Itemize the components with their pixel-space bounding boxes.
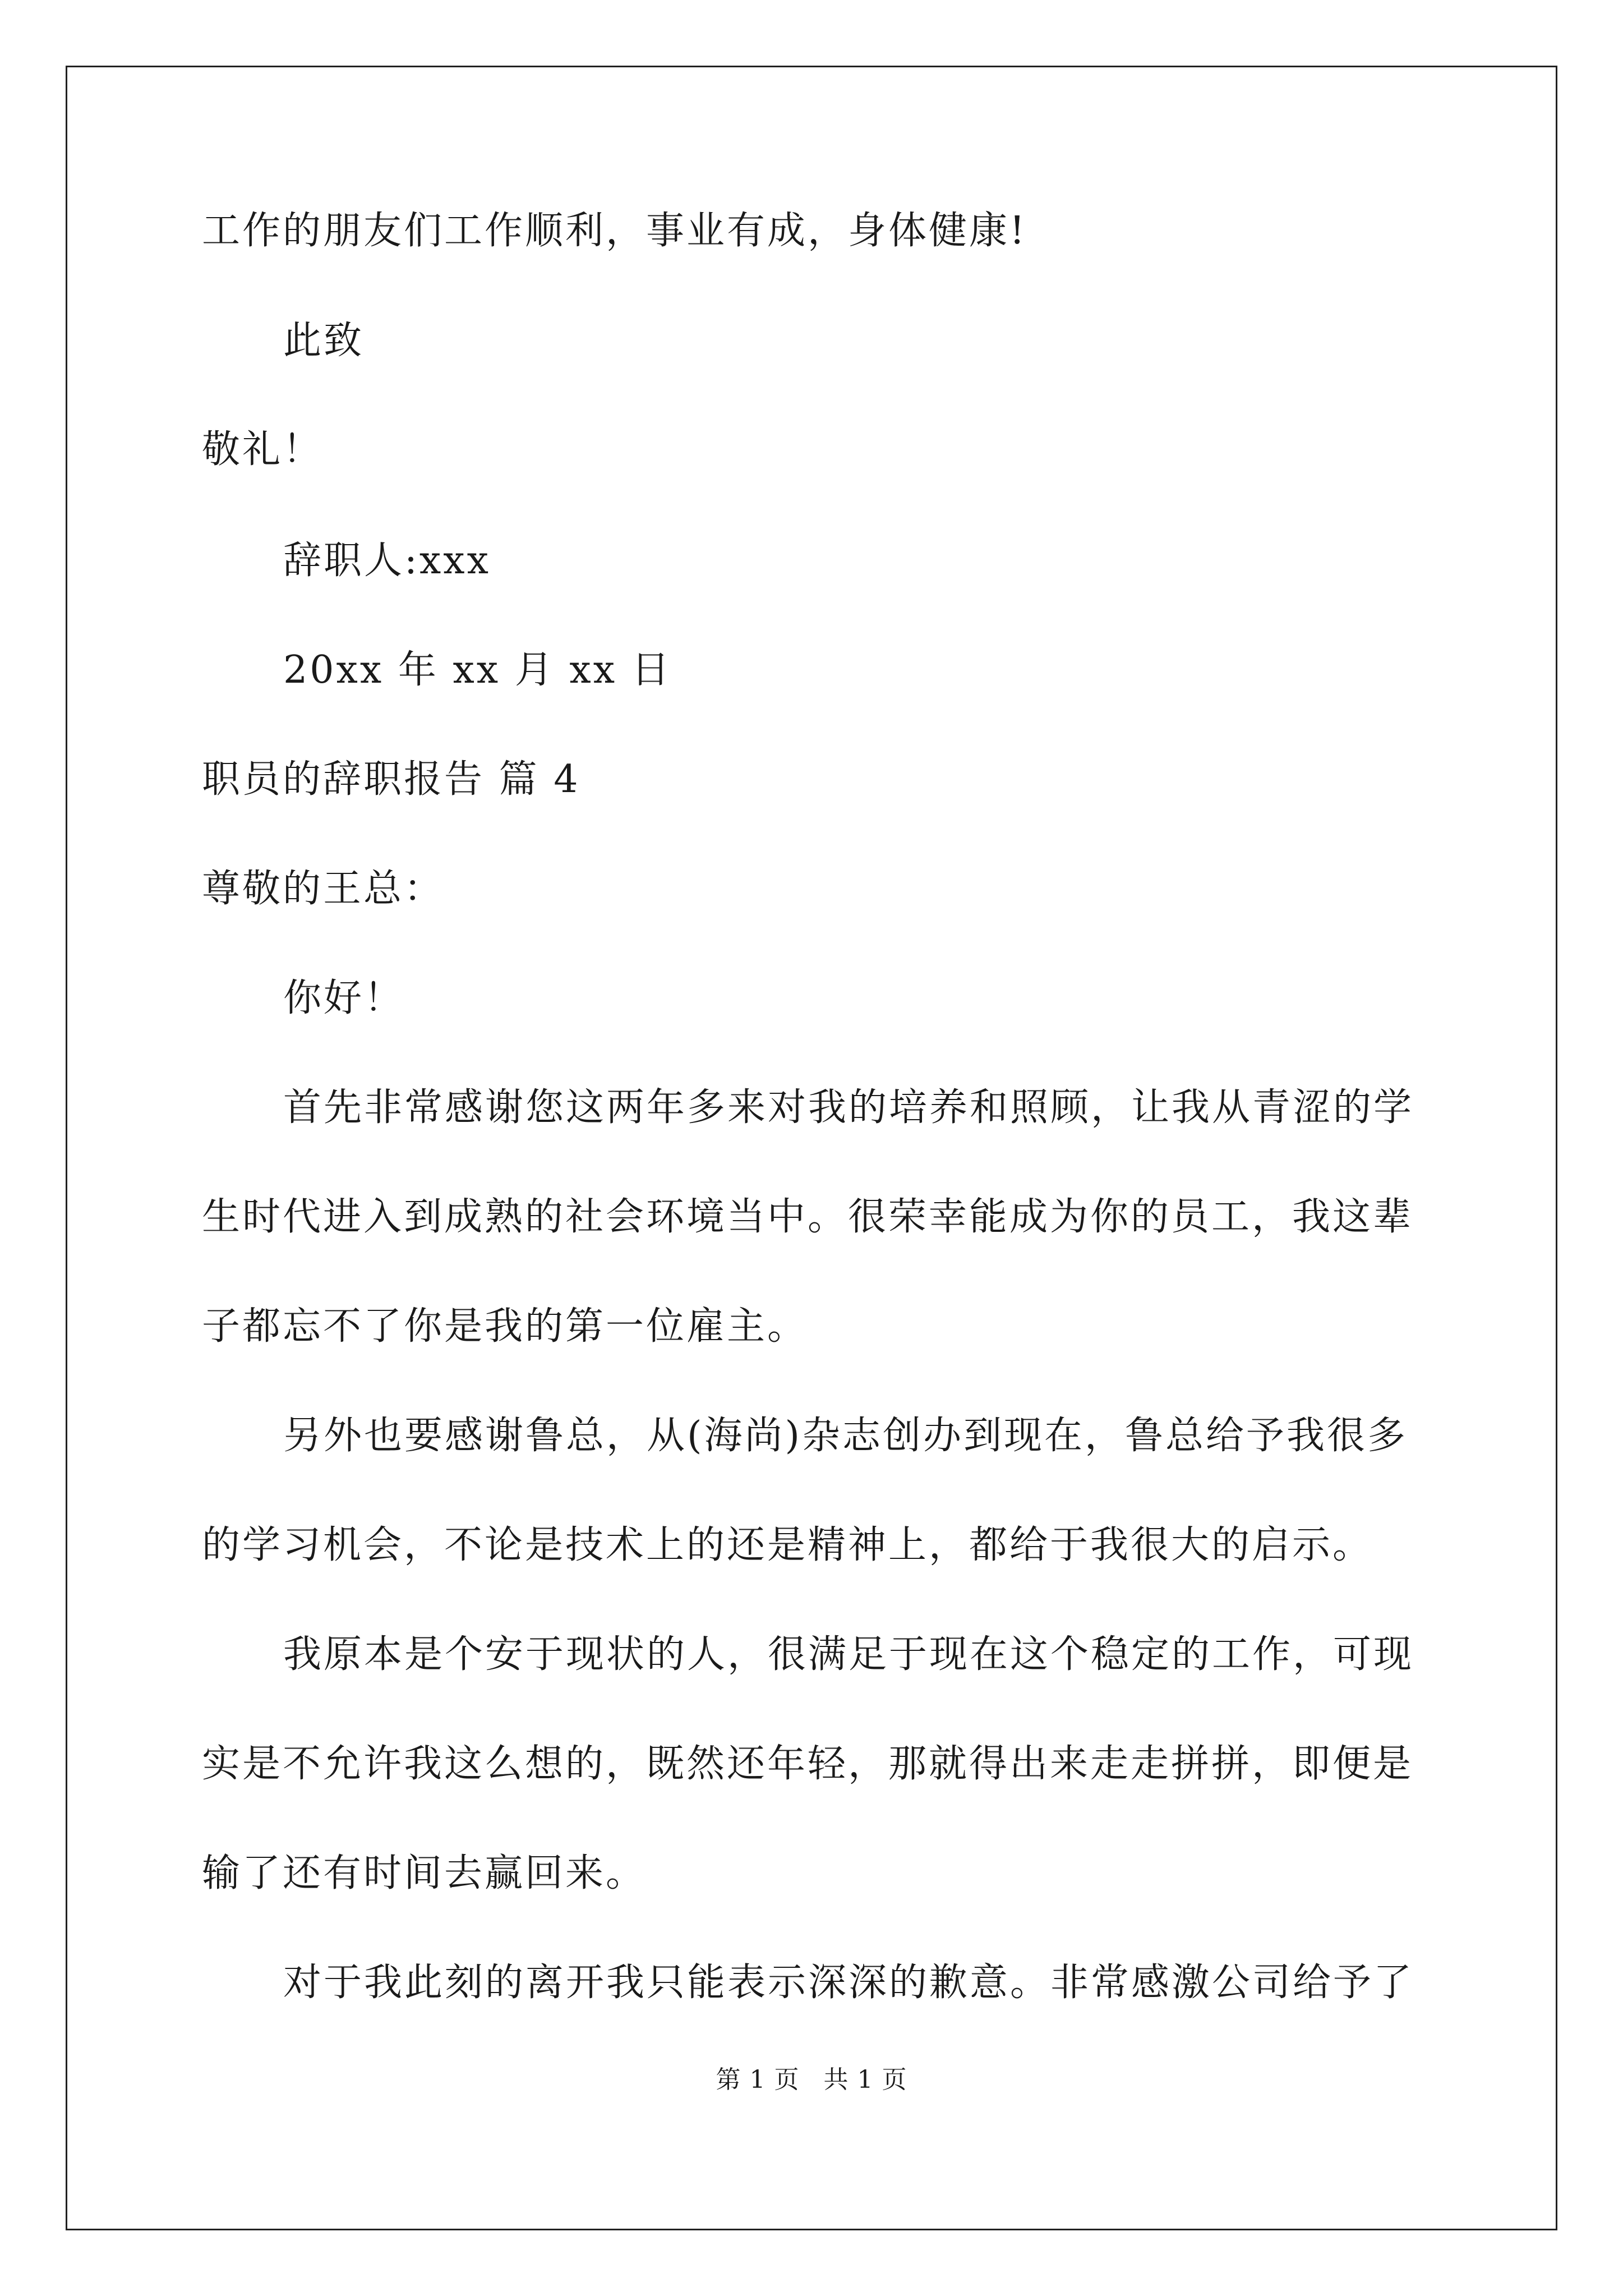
page-border bbox=[66, 66, 1557, 2230]
text-line: 首先非常感谢您这两年多来对我的培养和照顾，让我从青涩的学 bbox=[283, 1085, 1414, 1130]
text-line: 的学习机会，不论是技术上的还是精神上，都给于我很大的启示。 bbox=[202, 1523, 1373, 1567]
text-line: 敬礼！ bbox=[202, 427, 324, 472]
text-line: 另外也要感谢鲁总，从(海尚)杂志创办到现在，鲁总给予我很多 bbox=[283, 1414, 1408, 1458]
text-line: 实是不允许我这么想的，既然还年轻，那就得出来走走拼拼，即便是 bbox=[202, 1742, 1414, 1786]
text-line: 子都忘不了你是我的第一位雇主。 bbox=[202, 1304, 808, 1349]
text-line: 你好！ bbox=[283, 976, 405, 1020]
text-line: 辞职人:xxx bbox=[283, 539, 491, 583]
text-line: 尊敬的王总： bbox=[202, 867, 445, 911]
text-line: 输了还有时间去赢回来。 bbox=[202, 1851, 647, 1895]
page-footer bbox=[0, 2064, 1623, 2096]
page-total: 共 1 页 bbox=[823, 2065, 907, 2094]
text-line: 我原本是个安于现状的人，很满足于现在这个稳定的工作，可现 bbox=[283, 1632, 1414, 1677]
text-line: 20xx 年 xx 月 xx 日 bbox=[283, 648, 672, 692]
text-line: 对于我此刻的离开我只能表示深深的歉意。非常感激公司给予了 bbox=[283, 1961, 1414, 2005]
page-number: 第 1 页 bbox=[716, 2065, 800, 2094]
text-line: 此致 bbox=[283, 319, 365, 363]
section-heading: 职员的辞职报告 篇 4 bbox=[202, 757, 580, 802]
text-line: 工作的朋友们工作顺利，事业有成，身体健康! bbox=[202, 209, 1027, 253]
text-line: 生时代进入到成熟的社会环境当中。很荣幸能成为你的员工，我这辈 bbox=[202, 1195, 1414, 1239]
